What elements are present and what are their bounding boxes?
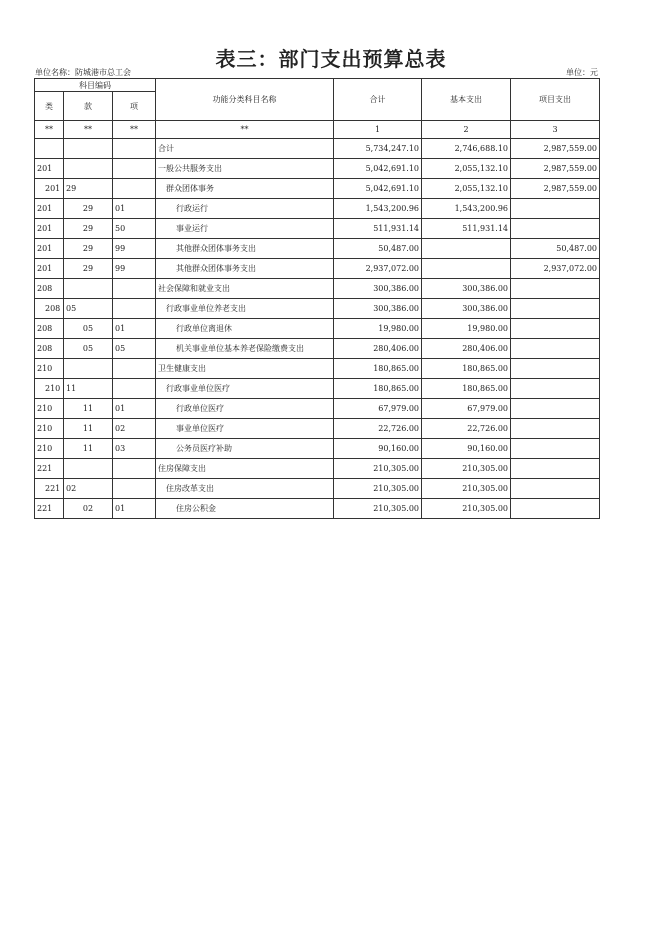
cell-total: 19,980.00 [334, 319, 422, 339]
table-row [35, 319, 600, 339]
cell-project: 2,987,559.00 [511, 159, 600, 179]
cell-basic: 180,865.00 [422, 379, 511, 399]
cell-xiang [113, 359, 156, 379]
header-subject-code: 科目编码 [35, 79, 156, 92]
cell-total: 180,865.00 [334, 359, 422, 379]
cell-name: 住房保障支出 [156, 459, 334, 479]
cell-name: 行政单位离退休 [156, 319, 334, 339]
cell-lei: 201 [35, 159, 64, 179]
cell-total: 22,726.00 [334, 419, 422, 439]
cell-name: 行政事业单位医疗 [156, 379, 334, 399]
table-row [35, 339, 600, 359]
cell-project [511, 479, 600, 499]
cell-lei: 201 [35, 239, 64, 259]
cell-basic: 300,386.00 [422, 299, 511, 319]
index-cell: 3 [511, 121, 600, 139]
cell-xiang [113, 139, 156, 159]
index-cell: ** [113, 121, 156, 139]
cell-xiang [113, 459, 156, 479]
table-row [35, 159, 600, 179]
budget-table [34, 78, 600, 519]
index-cell: 1 [334, 121, 422, 139]
cell-total: 210,305.00 [334, 459, 422, 479]
cell-xiang: 05 [113, 339, 156, 359]
cell-total: 5,042,691.10 [334, 159, 422, 179]
cell-basic: 19,980.00 [422, 319, 511, 339]
table-row [35, 199, 600, 219]
cell-kuan [64, 139, 113, 159]
cell-total: 90,160.00 [334, 439, 422, 459]
cell-xiang [113, 159, 156, 179]
cell-lei: 208 [35, 299, 64, 319]
cell-total: 210,305.00 [334, 499, 422, 519]
cell-lei: 210 [35, 399, 64, 419]
cell-project: 2,937,072.00 [511, 259, 600, 279]
cell-project [511, 379, 600, 399]
cell-project: 2,987,559.00 [511, 179, 600, 199]
cell-total: 1,543,200.96 [334, 199, 422, 219]
cell-xiang: 03 [113, 439, 156, 459]
cell-xiang: 01 [113, 319, 156, 339]
cell-basic: 210,305.00 [422, 499, 511, 519]
cell-xiang: 99 [113, 239, 156, 259]
cell-name: 一般公共服务支出 [156, 159, 334, 179]
cell-name: 机关事业单位基本养老保险缴费支出 [156, 339, 334, 359]
cell-lei: 221 [35, 459, 64, 479]
index-cell: 2 [422, 121, 511, 139]
table-row [35, 499, 600, 519]
index-cell: ** [156, 121, 334, 139]
cell-project: 2,987,559.00 [511, 139, 600, 159]
cell-kuan: 05 [64, 339, 113, 359]
cell-lei: 208 [35, 319, 64, 339]
table-row [35, 359, 600, 379]
cell-name: 合计 [156, 139, 334, 159]
table-row [35, 179, 600, 199]
cell-project [511, 279, 600, 299]
cell-project [511, 319, 600, 339]
cell-total: 67,979.00 [334, 399, 422, 419]
cell-kuan: 02 [64, 479, 113, 499]
cell-project [511, 419, 600, 439]
header-basic: 基本支出 [422, 79, 511, 121]
cell-name: 其他群众团体事务支出 [156, 239, 334, 259]
table-row [35, 479, 600, 499]
cell-name: 公务员医疗补助 [156, 439, 334, 459]
cell-name: 社会保障和就业支出 [156, 279, 334, 299]
cell-basic: 22,726.00 [422, 419, 511, 439]
table-row [35, 299, 600, 319]
cell-total: 511,931.14 [334, 219, 422, 239]
cell-total: 300,386.00 [334, 279, 422, 299]
cell-xiang: 50 [113, 219, 156, 239]
header-xiang: 项 [113, 92, 156, 121]
cell-lei: 201 [35, 179, 64, 199]
cell-xiang [113, 479, 156, 499]
cell-basic: 300,386.00 [422, 279, 511, 299]
table-row [35, 419, 600, 439]
cell-basic: 2,746,688.10 [422, 139, 511, 159]
cell-basic: 511,931.14 [422, 219, 511, 239]
cell-name: 其他群众团体事务支出 [156, 259, 334, 279]
header-lei: 类 [35, 92, 64, 121]
cell-basic: 2,055,132.10 [422, 179, 511, 199]
cell-total: 280,406.00 [334, 339, 422, 359]
table-row [35, 279, 600, 299]
cell-project [511, 359, 600, 379]
cell-project [511, 219, 600, 239]
cell-kuan: 11 [64, 419, 113, 439]
index-cell: ** [35, 121, 64, 139]
cell-name: 行政运行 [156, 199, 334, 219]
cell-lei: 201 [35, 259, 64, 279]
cell-xiang: 01 [113, 399, 156, 419]
cell-project [511, 299, 600, 319]
cell-xiang: 01 [113, 199, 156, 219]
cell-kuan: 29 [64, 239, 113, 259]
table-row [35, 139, 600, 159]
cell-name: 行政单位医疗 [156, 399, 334, 419]
cell-kuan: 11 [64, 399, 113, 419]
table-row [35, 239, 600, 259]
cell-basic: 180,865.00 [422, 359, 511, 379]
cell-xiang: 02 [113, 419, 156, 439]
header-row-1 [35, 79, 600, 92]
unit-name: 单位名称：防城港市总工会 [35, 68, 131, 77]
cell-basic: 210,305.00 [422, 479, 511, 499]
cell-lei: 221 [35, 499, 64, 519]
cell-kuan: 05 [64, 319, 113, 339]
cell-kuan [64, 359, 113, 379]
cell-xiang: 99 [113, 259, 156, 279]
cell-name: 事业运行 [156, 219, 334, 239]
cell-kuan: 29 [64, 219, 113, 239]
cell-project [511, 439, 600, 459]
cell-lei: 210 [35, 379, 64, 399]
cell-total: 180,865.00 [334, 379, 422, 399]
table-row [35, 399, 600, 419]
header-total: 合计 [334, 79, 422, 121]
cell-kuan: 29 [64, 199, 113, 219]
cell-basic [422, 259, 511, 279]
cell-lei: 208 [35, 339, 64, 359]
cell-kuan [64, 159, 113, 179]
cell-kuan: 05 [64, 299, 113, 319]
cell-kuan: 29 [64, 179, 113, 199]
cell-project [511, 339, 600, 359]
cell-total: 5,734,247.10 [334, 139, 422, 159]
header-kuan: 款 [64, 92, 113, 121]
cell-lei: 210 [35, 439, 64, 459]
index-cell: ** [64, 121, 113, 139]
cell-kuan: 11 [64, 439, 113, 459]
cell-basic [422, 239, 511, 259]
table-row [35, 259, 600, 279]
cell-basic: 210,305.00 [422, 459, 511, 479]
cell-kuan: 11 [64, 379, 113, 399]
cell-project [511, 499, 600, 519]
table-row [35, 219, 600, 239]
page-title: 表三：部门支出预算总表 [215, 47, 447, 71]
cell-name: 卫生健康支出 [156, 359, 334, 379]
cell-name: 住房公积金 [156, 499, 334, 519]
cell-lei: 210 [35, 359, 64, 379]
cell-lei: 201 [35, 219, 64, 239]
cell-total: 210,305.00 [334, 479, 422, 499]
cell-kuan: 02 [64, 499, 113, 519]
cell-lei: 208 [35, 279, 64, 299]
cell-name: 事业单位医疗 [156, 419, 334, 439]
cell-basic: 2,055,132.10 [422, 159, 511, 179]
cell-name: 群众团体事务 [156, 179, 334, 199]
header-name: 功能分类科目名称 [156, 79, 334, 121]
cell-lei: 210 [35, 419, 64, 439]
cell-project [511, 399, 600, 419]
table-row [35, 439, 600, 459]
cell-project [511, 199, 600, 219]
cell-basic: 1,543,200.96 [422, 199, 511, 219]
cell-lei [35, 139, 64, 159]
cell-kuan [64, 279, 113, 299]
table-row [35, 459, 600, 479]
cell-lei: 221 [35, 479, 64, 499]
index-row [35, 121, 600, 139]
cell-xiang: 01 [113, 499, 156, 519]
cell-kuan: 29 [64, 259, 113, 279]
cell-name: 住房改革支出 [156, 479, 334, 499]
unit-label: 单位：元 [566, 68, 598, 77]
table-row [35, 379, 600, 399]
cell-lei: 201 [35, 199, 64, 219]
cell-basic: 280,406.00 [422, 339, 511, 359]
cell-xiang [113, 379, 156, 399]
cell-basic: 67,979.00 [422, 399, 511, 419]
cell-basic: 90,160.00 [422, 439, 511, 459]
cell-total: 5,042,691.10 [334, 179, 422, 199]
cell-xiang [113, 299, 156, 319]
cell-total: 300,386.00 [334, 299, 422, 319]
cell-name: 行政事业单位养老支出 [156, 299, 334, 319]
cell-total: 2,937,072.00 [334, 259, 422, 279]
cell-kuan [64, 459, 113, 479]
header-project: 项目支出 [511, 79, 600, 121]
cell-total: 50,487.00 [334, 239, 422, 259]
cell-xiang [113, 179, 156, 199]
cell-project: 50,487.00 [511, 239, 600, 259]
cell-project [511, 459, 600, 479]
cell-xiang [113, 279, 156, 299]
